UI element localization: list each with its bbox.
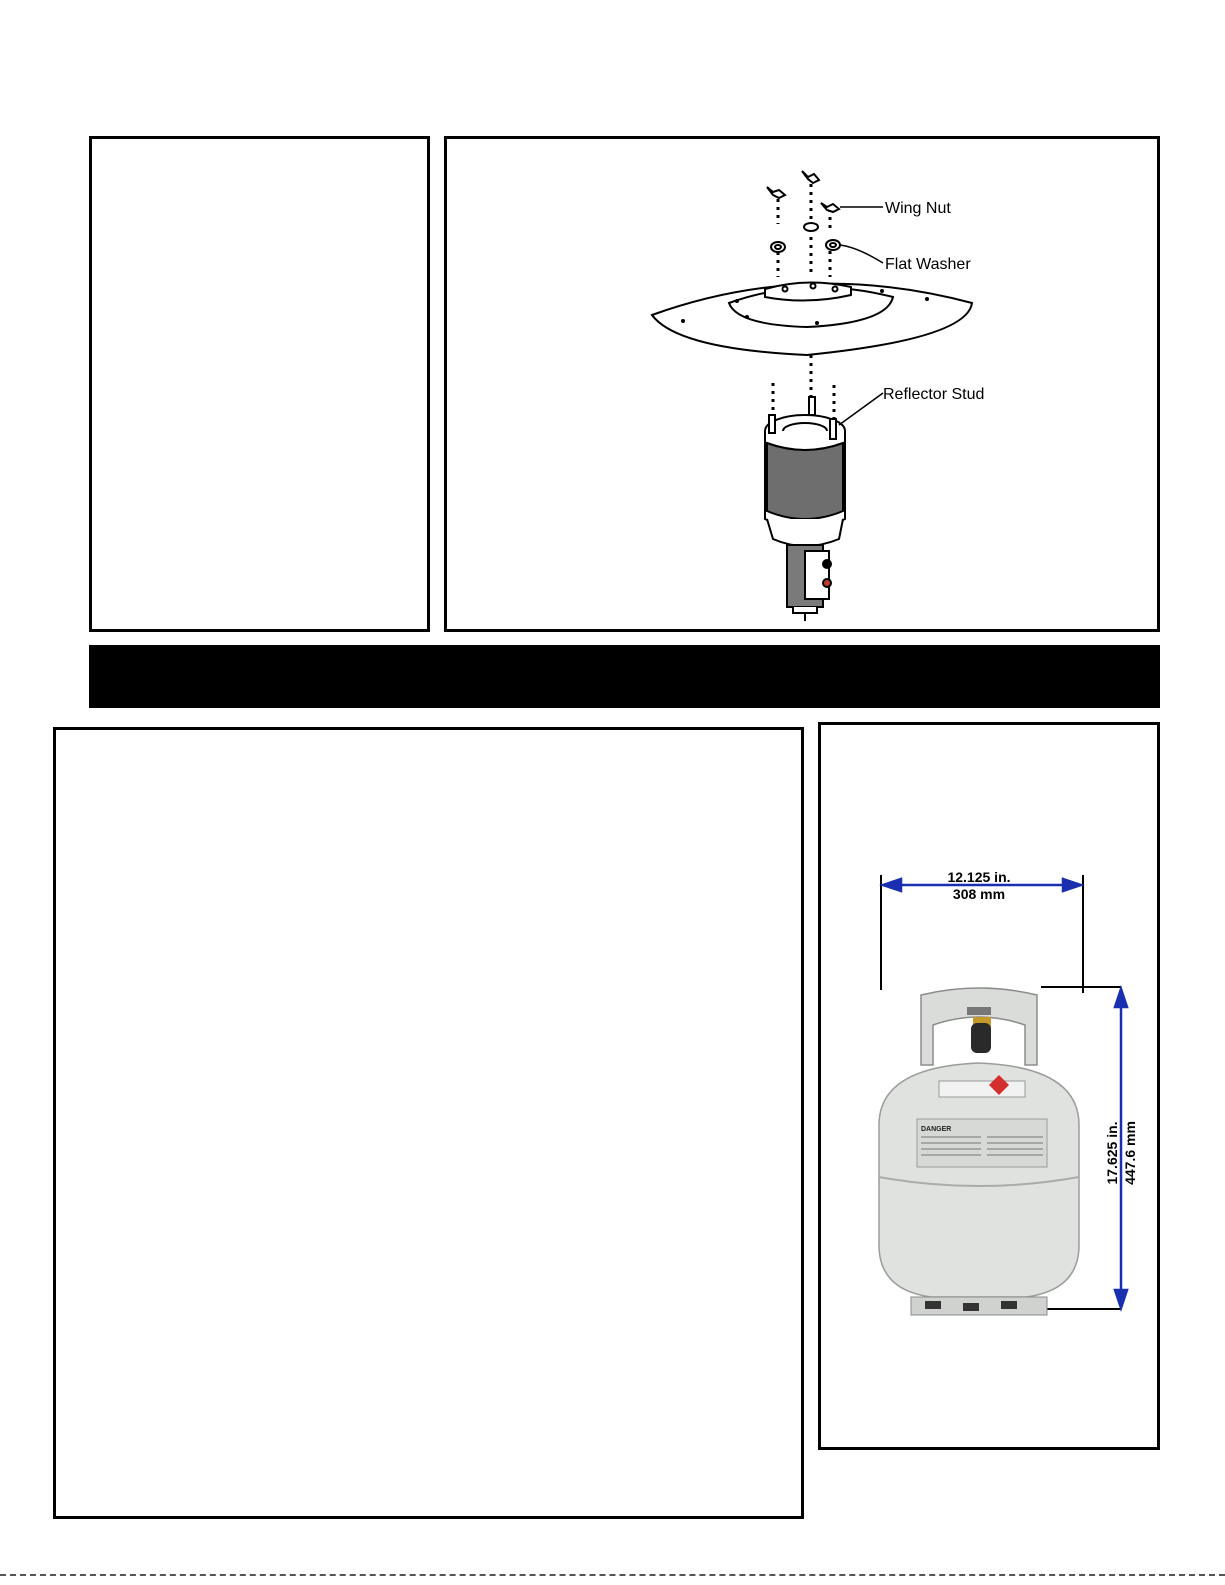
section-header-bar <box>89 645 1160 708</box>
danger-label: DANGER <box>921 1126 952 1133</box>
burner-head <box>765 415 845 621</box>
propane-tank-figure <box>821 725 1157 1447</box>
width-inches-label: 12.125 in. <box>947 869 1011 885</box>
width-mm-label: 308 mm <box>952 886 1006 902</box>
reflector-assembly-diagram <box>447 139 1157 629</box>
height-inches-label: 17.625 in. <box>1104 1121 1120 1185</box>
reflector-stud-label: Reflector Stud <box>883 386 985 403</box>
flat-washer-label: Flat Washer <box>885 256 971 273</box>
wing-nut-label: Wing Nut <box>885 200 951 217</box>
page-bottom-rule <box>0 1574 1225 1576</box>
propane-tank <box>879 988 1079 1315</box>
reflector-assembly-diagram-panel <box>444 136 1160 632</box>
reflector-dish <box>652 282 972 355</box>
propane-tank-dimensions-panel <box>818 722 1160 1450</box>
instruction-panel-top-left <box>89 136 430 632</box>
wing-nut-icon <box>767 171 839 212</box>
instruction-panel-bottom-left <box>53 727 804 1519</box>
height-mm-label: 447.6 mm <box>1122 1121 1138 1185</box>
